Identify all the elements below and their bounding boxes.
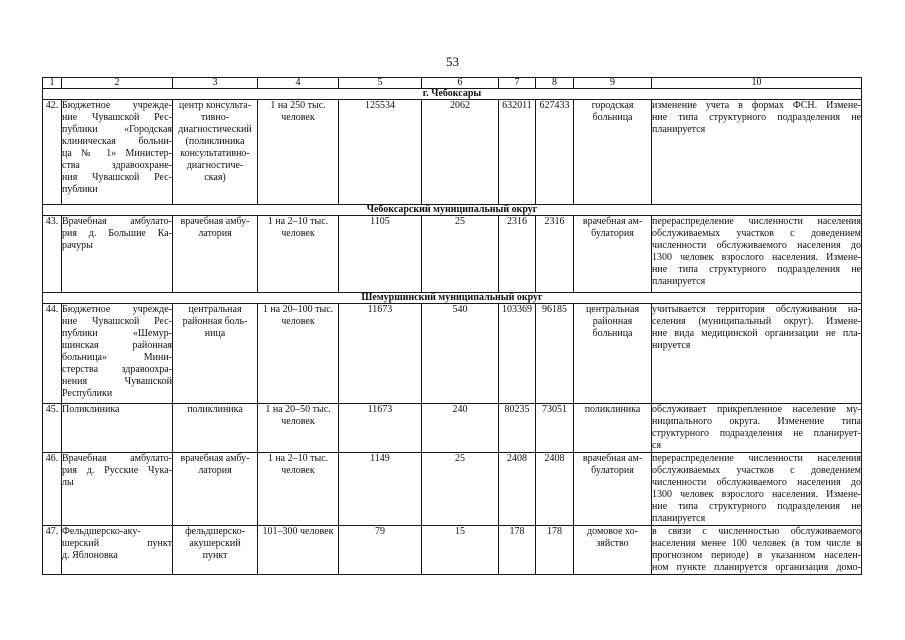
cell-line: 178 — [547, 526, 562, 537]
value-cell-5 — [339, 304, 422, 404]
cell-line: стерства здравоохра- — [62, 364, 172, 375]
column-number-header: 9 — [574, 78, 652, 89]
target-type-cell — [574, 304, 652, 404]
data-table — [42, 77, 862, 575]
cell-line: д. Яблоновка — [62, 550, 118, 561]
value-cell-7 — [499, 404, 536, 453]
cell-line: ние типа структурного подразделения не — [652, 501, 861, 512]
cell-line: районная — [592, 316, 633, 327]
organization-name-cell — [62, 216, 173, 293]
cell-line: 11673 — [367, 304, 393, 315]
cell-line: 80235 — [504, 404, 530, 415]
cell-line: обслуживаемых участков с доведением — [652, 465, 861, 476]
value-cell-8 — [536, 526, 574, 575]
value-cell-8 — [536, 453, 574, 526]
row-number-cell — [43, 404, 62, 453]
cell-line: человек — [281, 228, 315, 239]
cell-line: нируется — [652, 340, 691, 351]
cell-line: ния Чувашской Рес- — [62, 172, 172, 183]
cell-line: 1105 — [370, 216, 390, 227]
cell-line: человек — [281, 416, 315, 427]
cell-line: 627433 — [539, 100, 570, 111]
value-cell-5 — [339, 453, 422, 526]
row-number-cell — [43, 304, 62, 404]
cell-line: 2316 — [544, 216, 565, 227]
cell-line: фельдшерско- — [185, 526, 245, 537]
value-cell-8 — [536, 304, 574, 404]
cell-line: публики «Городская — [62, 124, 172, 135]
cell-line: обслуживаемых участков с доведением — [652, 228, 861, 239]
row-number-cell — [43, 453, 62, 526]
cell-line: 178 — [509, 526, 525, 537]
cell-line: центр консульта- — [178, 100, 252, 111]
cell-line: 43. — [45, 216, 59, 227]
cell-line: шинская районная — [62, 340, 172, 351]
section-title: г. Чебоксары — [43, 89, 862, 100]
cell-line: клиническая больни- — [62, 136, 172, 147]
cell-line: 240 — [452, 404, 468, 415]
value-cell-6 — [422, 404, 499, 453]
population-norm-cell — [258, 404, 339, 453]
organization-name-cell — [62, 100, 173, 205]
cell-line: публики — [62, 184, 98, 195]
value-cell-5 — [339, 404, 422, 453]
cell-line: больница» Мини- — [62, 352, 172, 363]
cell-line: человек — [281, 112, 315, 123]
value-cell-6 — [422, 453, 499, 526]
cell-line: численности обслуживаемого населения до — [652, 477, 861, 488]
cell-line: ся — [652, 440, 662, 451]
cell-line: больница — [592, 112, 633, 123]
cell-line: диагностиче- — [186, 160, 244, 171]
cell-line: булатория — [591, 228, 634, 239]
value-cell-8 — [536, 100, 574, 205]
cell-line: городская — [591, 100, 634, 111]
cell-line: 1 на 20–100 тыс. — [262, 304, 334, 315]
table-body — [43, 89, 862, 575]
comment-cell — [652, 304, 862, 404]
cell-line: 11673 — [367, 404, 393, 415]
cell-line: человек — [281, 316, 315, 327]
cell-line: населения менее 100 человек (в том числе в — [652, 538, 861, 549]
column-number-header: 10 — [652, 78, 862, 89]
cell-line: 96185 — [542, 304, 567, 315]
row-number-cell — [43, 216, 62, 293]
value-cell-5 — [339, 100, 422, 205]
cell-line: центральная — [188, 304, 242, 315]
column-number-header: 2 — [62, 78, 173, 89]
table-row — [43, 526, 862, 575]
target-type-cell — [574, 526, 652, 575]
cell-line: центральная — [585, 304, 640, 315]
cell-line: 47. — [45, 526, 59, 537]
column-number-header: 8 — [536, 78, 574, 89]
cell-line: булатория — [591, 465, 634, 476]
cell-line: врачебная амбу- — [180, 216, 250, 227]
section-row — [43, 89, 862, 100]
cell-line: структурного подразделения не планирует- — [652, 428, 861, 439]
value-cell-7 — [499, 304, 536, 404]
value-cell-7 — [499, 526, 536, 575]
comment-cell — [652, 453, 862, 526]
cell-line: 25 — [455, 216, 465, 227]
row-number-cell — [43, 526, 62, 575]
cell-line: учитывается территория обслуживания на- — [652, 304, 861, 315]
cell-line: шерский пункт — [62, 538, 172, 549]
cell-line: ства здравоохране- — [62, 160, 172, 171]
population-norm-cell — [258, 216, 339, 293]
cell-line: ние Чувашской Рес- — [62, 112, 172, 123]
value-cell-5 — [339, 216, 422, 293]
facility-type-cell — [173, 304, 258, 404]
cell-line: районная боль- — [182, 316, 248, 327]
cell-line: тивно- — [200, 112, 230, 123]
cell-line: 1300 человек взрослого населения. Измене- — [652, 252, 861, 263]
value-cell-5 — [339, 526, 422, 575]
page-number: 53 — [446, 54, 459, 69]
cell-line: ца № 1» Министер- — [62, 148, 172, 159]
cell-line: публики «Шемур- — [62, 328, 172, 339]
cell-line: Врачебная амбулато- — [62, 453, 172, 464]
population-norm-cell — [258, 100, 339, 205]
cell-line: ние типа структурного подразделения не — [652, 264, 861, 275]
cell-line: ние вида медицинской организации не пла- — [652, 328, 861, 339]
cell-line: обслуживает прикрепленное население му- — [652, 404, 861, 415]
value-cell-7 — [499, 216, 536, 293]
cell-line: нения Чувашской — [62, 376, 172, 387]
cell-line: 632011 — [502, 100, 532, 111]
value-cell-7 — [499, 453, 536, 526]
population-norm-cell — [258, 304, 339, 404]
cell-line: изменение учета в формах ФСН. Измене- — [652, 100, 861, 111]
cell-line: рачуры — [62, 240, 93, 251]
population-norm-cell — [258, 526, 339, 575]
cell-line: ница — [204, 328, 226, 339]
value-cell-7 — [499, 100, 536, 205]
value-cell-6 — [422, 100, 499, 205]
cell-line: перераспределение численности населения — [652, 453, 861, 464]
facility-type-cell — [173, 216, 258, 293]
column-number-header: 7 — [499, 78, 536, 89]
cell-line: поликлиника — [187, 404, 243, 415]
target-type-cell — [574, 216, 652, 293]
cell-line: консультативно- — [180, 148, 250, 159]
target-type-cell — [574, 453, 652, 526]
cell-line: диагностический — [178, 124, 252, 135]
value-cell-6 — [422, 216, 499, 293]
cell-line: латория — [198, 228, 232, 239]
comment-cell — [652, 404, 862, 453]
cell-line: численности обслуживаемого населения до — [652, 240, 861, 251]
cell-line: планируется — [652, 276, 706, 287]
value-cell-8 — [536, 216, 574, 293]
facility-type-cell — [173, 526, 258, 575]
cell-line: зяйство — [596, 538, 629, 549]
cell-line: 15 — [455, 526, 465, 537]
cell-line: Поликлиника — [62, 404, 120, 415]
value-cell-6 — [422, 526, 499, 575]
cell-line: человек — [281, 465, 315, 476]
cell-line: пункт — [202, 550, 228, 561]
section-row — [43, 205, 862, 216]
cell-line: 1 на 2–10 тыс. — [267, 453, 329, 464]
organization-name-cell — [62, 526, 173, 575]
cell-line: 2062 — [450, 100, 470, 111]
cell-line: Бюджетное учрежде- — [62, 100, 172, 111]
cell-line: врачебная ам- — [582, 216, 643, 227]
cell-line: 25 — [455, 453, 465, 464]
cell-line: ние типа структурного подразделения не — [652, 112, 861, 123]
cell-line: 125534 — [365, 100, 395, 111]
population-norm-cell — [258, 453, 339, 526]
cell-line: поликлиника — [584, 404, 641, 415]
target-type-cell — [574, 404, 652, 453]
section-row — [43, 293, 862, 304]
cell-line: 73051 — [542, 404, 567, 415]
cell-line: 540 — [452, 304, 468, 315]
comment-cell — [652, 526, 862, 575]
cell-line: 1 на 20–50 тыс. — [265, 404, 331, 415]
row-number-cell — [43, 100, 62, 205]
cell-line: акушерский — [189, 538, 241, 549]
cell-line: Бюджетное учрежде- — [62, 304, 172, 315]
cell-line: ние Чувашской Рес- — [62, 316, 172, 327]
table-row — [43, 216, 862, 293]
cell-line: латория — [198, 465, 232, 476]
section-title: Чебоксарский муниципальный округ — [43, 205, 862, 216]
cell-line: 45. — [45, 404, 59, 415]
section-title: Шемуршинский муниципальный округ — [43, 293, 862, 304]
cell-line: Республики — [62, 388, 113, 399]
cell-line: 2408 — [544, 453, 565, 464]
cell-line: (поликлиника — [185, 136, 245, 147]
value-cell-6 — [422, 304, 499, 404]
comment-cell — [652, 216, 862, 293]
target-type-cell — [574, 100, 652, 205]
cell-line: Врачебная амбулато- — [62, 216, 172, 227]
cell-line: домовое хо- — [587, 526, 638, 537]
column-number-header: 1 — [43, 78, 62, 89]
cell-line: лы — [62, 477, 74, 488]
facility-type-cell — [173, 404, 258, 453]
organization-name-cell — [62, 404, 173, 453]
cell-line: 46. — [45, 453, 59, 464]
cell-line: ном пункте планируется организация домо- — [652, 562, 861, 573]
cell-line: 2408 — [507, 453, 527, 464]
cell-line: в связи с численностью обслуживаемого — [652, 526, 861, 537]
table-row — [43, 453, 862, 526]
cell-line: прогнозном периоде) в указанном населен- — [652, 550, 861, 561]
comment-cell — [652, 100, 862, 205]
cell-line: 1149 — [370, 453, 390, 464]
column-number-header: 5 — [339, 78, 422, 89]
cell-line: врачебная ам- — [582, 453, 643, 464]
table-row — [43, 404, 862, 453]
table-row — [43, 304, 862, 404]
cell-line: рия д. Русские Чука- — [62, 465, 172, 476]
facility-type-cell — [173, 453, 258, 526]
organization-name-cell — [62, 304, 173, 404]
cell-line: планируется — [652, 513, 706, 524]
organization-name-cell — [62, 453, 173, 526]
cell-line: ская) — [204, 172, 226, 183]
facility-type-cell — [173, 100, 258, 205]
cell-line: врачебная амбу- — [180, 453, 250, 464]
column-number-header: 4 — [258, 78, 339, 89]
cell-line: Фельдшерско-аку- — [62, 526, 141, 537]
table-row — [43, 100, 862, 205]
cell-line: планируется — [652, 124, 706, 135]
column-number-header: 3 — [173, 78, 258, 89]
cell-line: 1 на 250 тыс. — [270, 100, 326, 111]
cell-line: 1 на 2–10 тыс. — [267, 216, 329, 227]
cell-line: больница — [592, 328, 633, 339]
table-head — [43, 78, 862, 89]
cell-line: 1300 человек взрослого населения. Измене- — [652, 489, 861, 500]
cell-line: ниципального округа. Изменение типа — [652, 416, 861, 427]
table-header-row — [43, 78, 862, 89]
cell-line: 103369 — [502, 304, 532, 315]
cell-line: 2316 — [507, 216, 527, 227]
cell-line: 42. — [45, 100, 59, 111]
cell-line: 101–300 человек — [262, 526, 334, 537]
cell-line: 44. — [45, 304, 59, 315]
cell-line: селения (муниципальный округ). Измене- — [652, 316, 861, 327]
cell-line: перераспределение численности населения — [652, 216, 861, 227]
cell-line: рия д. Большие Ка- — [62, 228, 172, 239]
cell-line: 79 — [375, 526, 385, 537]
value-cell-8 — [536, 404, 574, 453]
column-number-header: 6 — [422, 78, 499, 89]
